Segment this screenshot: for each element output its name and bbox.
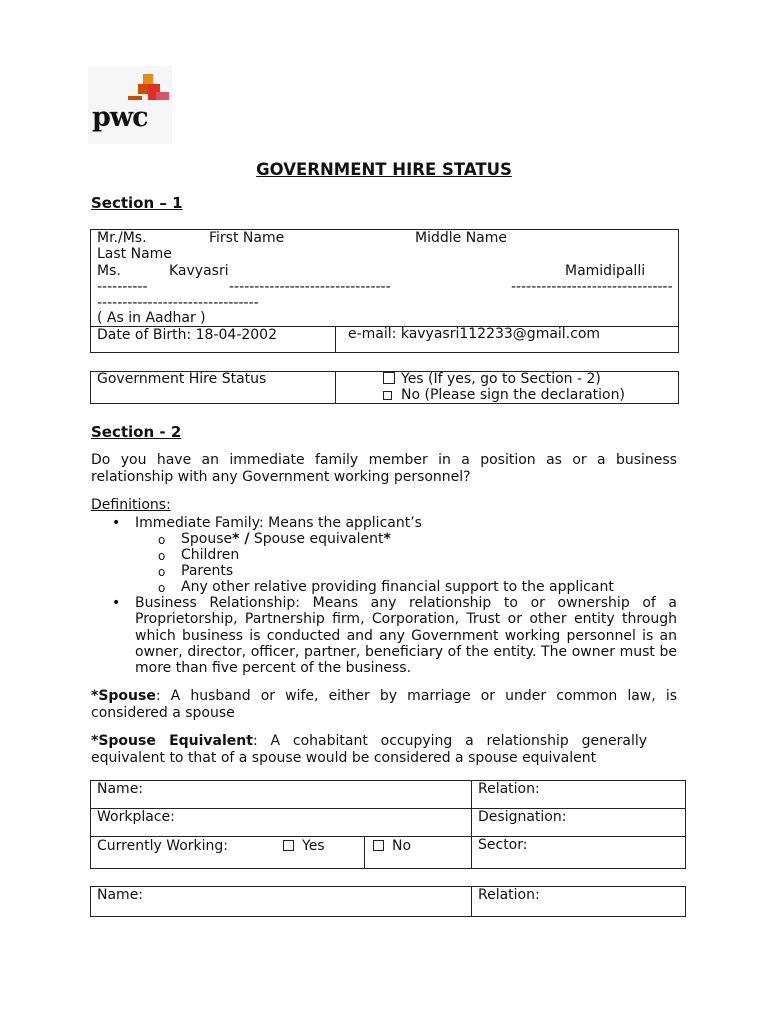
table-divider [471,886,472,917]
business-relationship-definition: Business Relationship: Means any relationship to or ownership of a Proprietorship, Partnership firm, Corporation, Trust or other entity through which business is conducted and any Government working personnel is an owner, director, officer, partner, beneficiary of the entity. The owner must be more than five percent of the business. [135,595,677,677]
spouse-term: *Spouse [91,688,156,704]
spouse-equivalent-star: * [383,531,391,547]
middle-name-underline: -------------------------------- [97,295,259,311]
no-checkbox[interactable] [383,391,392,400]
middle-name-label: Middle Name [415,230,507,246]
family-item-spouse [181,531,391,547]
section-1-heading: Section – 1 [91,194,183,212]
sub-bullet-icon: o [158,549,166,563]
yes-checkbox[interactable] [383,372,395,384]
relative-details-table-2 [90,886,686,917]
relative-2-relation-label[interactable]: Relation: [478,887,540,903]
currently-working-yes[interactable] [283,838,325,854]
date-of-birth[interactable]: Date of Birth: 18-04-2002 [97,327,277,343]
relative-details-table [90,780,686,869]
spouse-text: Spouse [181,531,233,547]
family-item-children: Children [181,547,240,563]
sub-bullet-icon: o [158,565,166,579]
relative-workplace-label[interactable]: Workplace: [97,809,175,825]
yes-checkbox[interactable] [283,840,294,851]
relative-name-label[interactable]: Name: [97,781,144,797]
definitions-label: Definitions: [91,497,171,513]
yes-option-label: Yes (If yes, go to Section - 2) [401,371,601,387]
spouse-star: * / [232,531,250,547]
document-title: GOVERNMENT HIRE STATUS [256,160,512,179]
relative-2-name-label[interactable]: Name: [97,887,144,903]
family-item-parents: Parents [181,563,234,579]
relative-sector-label[interactable]: Sector: [478,837,528,853]
hire-status-label: Government Hire Status [97,371,267,387]
salutation-label: Mr./Ms. [97,230,147,246]
email-field[interactable]: e-mail: kavyasri112233@gmail.com [348,326,601,342]
yes-label: Yes [302,838,325,854]
last-name-underline: -------------------------------- [511,279,673,295]
table-divider [335,371,336,404]
first-name-value[interactable]: Kavyasri [169,263,229,279]
spouse-equivalent-term: *Spouse Equivalent [91,733,253,749]
last-name-value[interactable]: Mamidipalli [565,263,646,279]
salutation-underline: ---------- [97,279,148,295]
spouse-equivalent-definition [91,733,647,767]
spouse-def-text: : A husband or wife, either by marriage or under common law, is considered a spouse [91,688,677,721]
relative-relation-label[interactable]: Relation: [478,781,540,797]
relative-designation-label[interactable]: Designation: [478,809,567,825]
no-option-label: No (Please sign the declaration) [401,387,625,403]
bullet-icon: • [112,595,121,611]
table-divider [90,808,686,809]
spouse-equivalent-def-text: : A cohabitant occupying a relationship generally equivalent to that of a spouse would be considered a spouse equivalent [91,733,648,766]
pwc-logo [88,66,172,144]
last-name-label: Last Name [97,246,172,262]
currently-working-label: Currently Working: [97,838,229,854]
section-2-heading: Section - 2 [91,423,182,441]
first-name-underline: -------------------------------- [229,279,391,295]
pwc-logo-mark [88,66,172,106]
table-divider [90,836,686,837]
table-divider [364,836,365,869]
bullet-icon: • [112,515,121,531]
hire-status-yes-option[interactable] [383,371,601,387]
spouse-equivalent-text: Spouse equivalent [249,531,384,547]
table-divider [335,326,336,353]
sub-bullet-icon: o [158,533,166,547]
immediate-family-definition: Immediate Family: Means the applicant’s [135,515,422,531]
aadhar-note: ( As in Aadhar ) [97,310,206,326]
no-checkbox[interactable] [373,840,384,851]
pwc-logo-text: pwc [92,102,148,133]
currently-working-no[interactable] [373,838,411,854]
family-question: Do you have an immediate family member in a position as or a business relationship with any Government working personnel? [91,452,677,485]
hire-status-no-option[interactable] [383,387,625,403]
no-label: No [392,838,412,854]
table-divider [471,780,472,869]
salutation-value[interactable]: Ms. [97,263,121,279]
first-name-label: First Name [209,230,285,246]
family-item-other: Any other relative providing financial support to the applicant [181,579,614,595]
sub-bullet-icon: o [158,581,166,595]
spouse-definition [91,688,677,722]
